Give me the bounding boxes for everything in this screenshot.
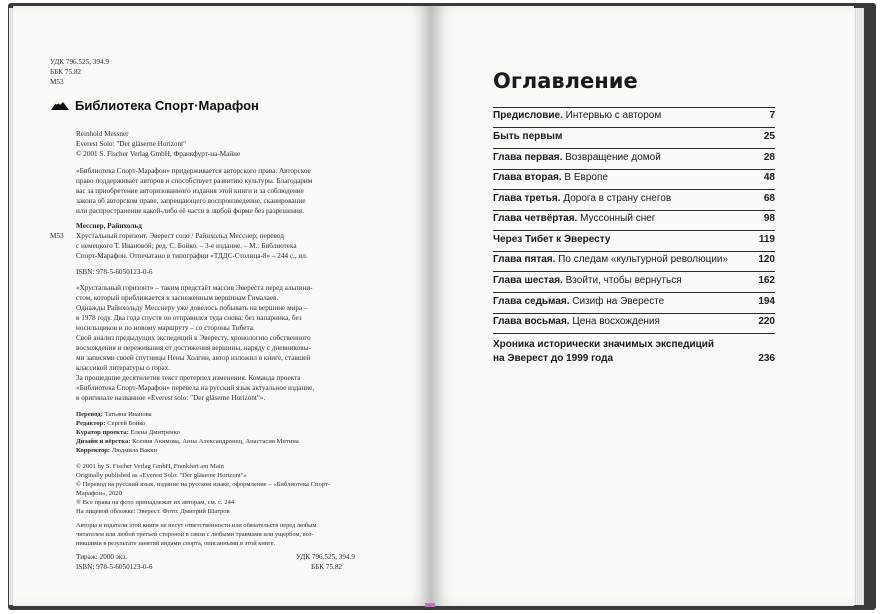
disclaimer-line: Авторы и издатели этой книги не несут ответственности или обязательств перед любым	[76, 522, 317, 529]
bbk-bottom: ББК 75.82	[311, 563, 343, 571]
author-heading: Месснер, Райнхольд	[76, 222, 142, 230]
annotation-line: классикой литературы о горах.	[76, 364, 171, 372]
toc-divider	[493, 107, 775, 108]
rights-line: или распространение какой-либо её части в любой форме без разрешения.	[76, 207, 304, 215]
catalog-margin-mark: M53	[50, 232, 64, 240]
imprint-page	[13, 6, 431, 606]
credit-row: Куратор проекта: Елена Дмитренко	[76, 429, 180, 436]
toc-divider	[493, 292, 775, 293]
credit-row: Корректор: Людмила Ваккн	[76, 447, 158, 454]
toc-divider	[493, 148, 775, 149]
rights-line: закона об авторском праве, запрещающего воспроизведение, сканирование	[76, 197, 306, 205]
isbn-bottom: ISBN: 978-5-6050123-0-6	[76, 563, 153, 571]
annotation-line: Свой анализ предыдущих экспедиций к Эвересту, хронологию собственного	[76, 334, 311, 342]
udc-bottom: УДК 796.525, 394.9	[296, 553, 355, 561]
disclaimer-line: никшими в результате занятий видами спорта, описанными в этой книге.	[76, 540, 276, 547]
mountain-logo-icon	[50, 98, 70, 112]
annotation-line: восхождения и переживания от достижения вершины, наряду с дневниковы-	[76, 344, 311, 352]
rights-line: право поддерживает авторов и способствует развитию культуры. Благодарим	[76, 177, 313, 185]
bbk-code: ББК 75.82	[50, 68, 82, 76]
isbn-top: ISBN: 978-5-6050123-0-6	[76, 268, 153, 276]
toc-divider	[493, 189, 775, 190]
credit-row: Редактор: Сергей Бойко	[76, 420, 146, 427]
catalog-line: Хрустальный горизонт. Эверест соло / Райнхольд Месснер; перевод	[76, 232, 284, 240]
annotation-line: За прошедшие десятилетия текст претерпел изменения. Команда проекта	[76, 374, 301, 382]
toc-divider	[493, 333, 775, 334]
publisher-name: Библиотека Спорт·Марафон	[75, 97, 259, 113]
disclaimer-line: читателем или любой третьей стороной в связи с любыми травмами или ущербом, воз-	[76, 531, 314, 538]
toc-divider	[493, 210, 775, 211]
udc-code: УДК 796.525, 394.9	[50, 58, 109, 66]
contents-title: Оглавление	[493, 69, 638, 93]
catalog-line: Спорт-Марафон. Отпечатано в типографии «ТДДС-Столица-8» – 244 с., ил.	[76, 252, 308, 260]
copyright-line: ® Все права на фото принадлежат их авторам, см. с. 244	[76, 499, 235, 506]
copyright-line: © 2001 by S. Fischer Verlag GmbH, Frankfurt am Main	[76, 463, 224, 470]
page-edges-right	[854, 8, 864, 605]
bookmark-ribbon	[425, 603, 435, 607]
toc-divider	[493, 127, 775, 128]
contents-page: Оглавление Предисловие. Интервью с автором 7 Быть первым 25 Глава первая. Возвращение домой 28 Глава вторая. В Европе 48 Глава третья. Дорога в страну снегов 68 Глава четвёртая. Муссонный снег 98 Через Тибет к Эвересту 119 Глава пятая. По следам «культурной революции» 120 Глава шестая. Взойти, чтобы вернуться 162 Глава седьмая. Сизиф на Эвересте 194 Глава восьмая. Цена восхождения 220 Хроника исторически значимых экспедиций на Эверест до 1999 года 236	[431, 6, 854, 606]
original-author: Reinhold Messner	[76, 130, 129, 138]
annotation-line: носильщиков и по новому маршруту – со стороны Тибета.	[76, 324, 255, 332]
original-copyright: © 2001 S. Fischer Verlag GmbH, Франкфурт-на-Майне	[76, 150, 241, 158]
print-run: Тираж: 2000 экз.	[76, 553, 127, 561]
copyright-line: Originally published as «Everest Solo: "Der gläserne Horizont"»	[76, 472, 247, 479]
annotation-line: в 1978 году. Два года спустя он отправился туда снова: без напарника, без	[76, 314, 302, 322]
catalog-line: с немецкого Т. Ивановой; ред. С. Бойко. – 3-е издание. – М.: Библиотека	[76, 242, 297, 250]
annotation-line: в оригинале названное «Everest solo: "Der gläserne Horizont"».	[76, 394, 266, 402]
rights-line: «Библиотека Спорт-Марафон» придерживается авторского права. Авторское	[76, 167, 311, 175]
toc-divider	[493, 169, 775, 170]
copyright-line: На лицевой обложке: Эверест. Фото: Дмитрий Шатров	[76, 508, 230, 515]
toc-divider	[493, 230, 775, 231]
credit-row: Дизайн и вёрстка: Ксения Акимова, Анна Александронец, Анастасия Митина	[76, 438, 299, 445]
copyright-line: © Перевод на русский язык, издание на русском языке, оформление – «Библиотека Спорт-	[76, 481, 331, 488]
annotation-line: стом, который приближается к заснеженным вершинам Гималаев.	[76, 294, 279, 302]
original-title: Everest Solo: "Der gläserne Horizont"	[76, 140, 187, 148]
toc-divider	[493, 313, 775, 314]
credit-row: Перевод: Татьяна Иванова	[76, 411, 152, 418]
publisher-logo	[50, 96, 259, 114]
toc-entry-chronicle[interactable]: Хроника исторически значимых экспедиций на Эверест до 1999 года 236	[493, 339, 775, 364]
toc-divider	[493, 271, 775, 272]
author-mark: M53	[50, 78, 64, 86]
toc-divider	[493, 251, 775, 252]
copyright-line: Марафон», 2020	[76, 490, 122, 497]
annotation-line: ми записями своей спутницы Нены Холгин, автор изложил в книге, ставшей	[76, 354, 311, 362]
rights-line: вас за приобретение авторизованного издания этой книги и за соблюдение	[76, 187, 304, 195]
annotation-line: «Хрустальный горизонт» – таким предстаёт массив Эвереста перед альпини-	[76, 284, 313, 292]
annotation-line: Однажды Райнхольду Месснеру уже довелось побывать на вершине мира –	[76, 304, 308, 312]
annotation-line: «Библиотека Спорт-Марафон» перевела на русский язык актуальное издание,	[76, 384, 315, 392]
